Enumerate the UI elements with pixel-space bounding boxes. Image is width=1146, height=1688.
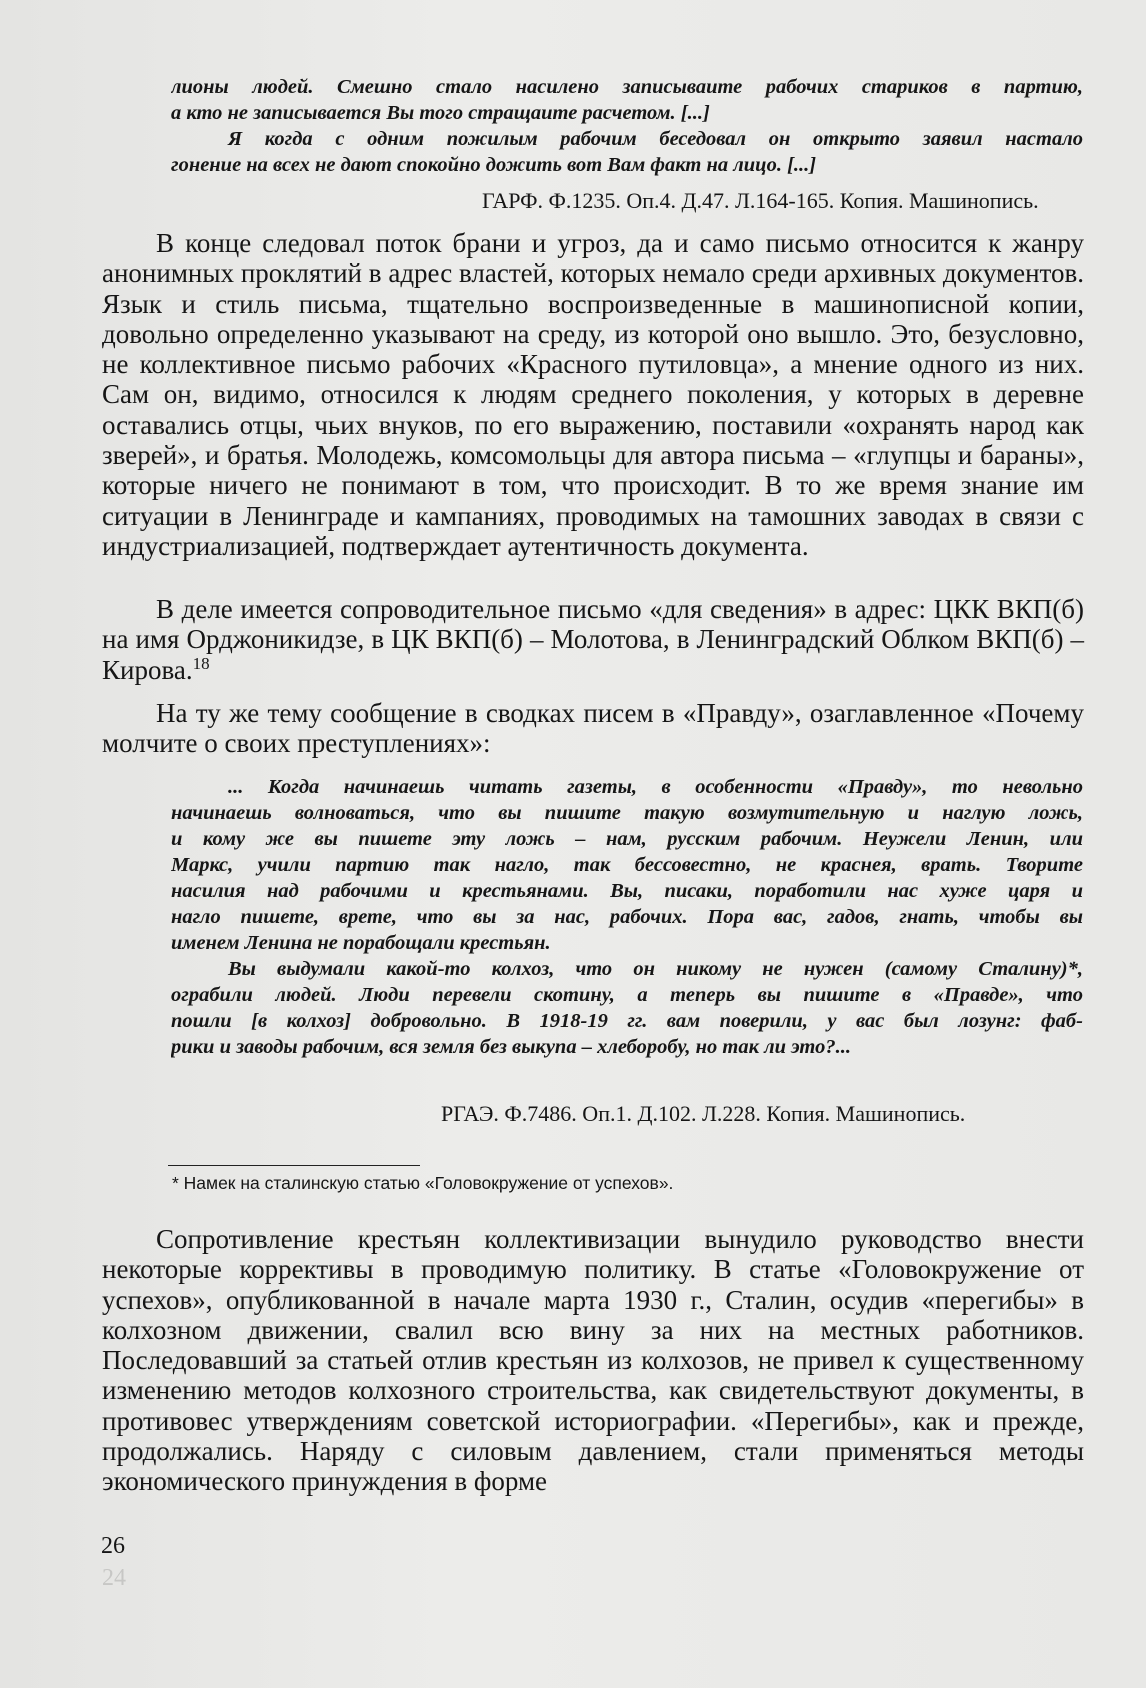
- quote-block-2: [171, 774, 1083, 1060]
- paragraph-4-text: Сопротивление крестьян коллективизации вынудило руководство внести некоторые коррективы в проводимую политику. В статье «Головокружение от успехов», опубликованной в начале марта 1930 г., Сталин, осудив «перегибы» в колхозном движении, свалил всю вину за них на местных работников. Последовавший за статьей отлив крестьян из колхозов, не привел к существенному изменению методов колхозного строительства, как свидетельствуют документы, в противовес утверждениям советской историографии. «Перегибы», как и прежде, продолжались. Наряду с силовым давлением, стали применяться методы экономического принуждения в форме: [102, 1224, 1084, 1497]
- quote-2-source: РГАЭ. Ф.7486. Оп.1. Д.102. Л.228. Копия. Машинопись.: [441, 1101, 966, 1126]
- quote-line: ограбили людей. Люди перевели скотину, а теперь вы пишите в «Правде», что: [171, 984, 1083, 1006]
- show-through-page-number: 24: [102, 1565, 126, 1591]
- quote-block-1: [171, 74, 1083, 178]
- footnote-ref-18: 18: [192, 653, 210, 673]
- quote-line: гонение на всех не дают спокойно дожить вот Вам факт на лицо. [...]: [171, 154, 817, 176]
- footnote: * Намек на сталинскую статью «Головокружение от успехов».: [172, 1173, 674, 1193]
- quote-line: ... Когда начинаешь читать газеты, в особенности «Правду», то невольно: [228, 776, 1083, 798]
- footnote-divider: [168, 1165, 420, 1166]
- quote-line: насилия над рабочими и крестьянами. Вы, писаки, поработили нас хуже царя и: [171, 880, 1083, 902]
- quote-line: и кому же вы пишете эту ложь – нам, русским рабочим. Неужели Ленин, или: [171, 828, 1083, 850]
- page-number: 26: [101, 1533, 125, 1559]
- quote-line: пошли [в колхоз] добровольно. В 1918-19 гг. вам поверили, у вас был лозунг: фаб-: [171, 1010, 1083, 1032]
- paragraph-4: [102, 1224, 1084, 1497]
- paragraph-3: [102, 698, 1084, 759]
- paragraph-2-text: В деле имеется сопроводительное письмо «для сведения» в адрес: ЦКК ВКП(б) на имя Орджоникидзе, в ЦК ВКП(б) – Молотова, в Ленинградский Облком ВКП(б) – Кирова.: [102, 594, 1084, 685]
- paragraph-2: [102, 594, 1084, 685]
- quote-1-source: ГАРФ. Ф.1235. Оп.4. Д.47. Л.164-165. Копия. Машинопись.: [482, 188, 1039, 213]
- quote-line: именем Ленина не порабощали крестьян.: [171, 932, 551, 954]
- quote-line: Маркс, учили партию так нагло, так бессовестно, не краснея, врать. Творите: [171, 854, 1083, 876]
- quote-line: начинаешь волноваться, что вы пишите такую возмутительную и наглую ложь,: [171, 802, 1083, 824]
- quote-line: лионы людей. Смешно стало насилено записываите рабочих стариков в партию,: [171, 76, 1083, 98]
- quote-line: а кто не записывается Вы того стращаите расчетом. [...]: [171, 102, 710, 124]
- paragraph-3-text: На ту же тему сообщение в сводках писем в «Правду», озаглавленное «Почему молчите о своих преступлениях»:: [102, 698, 1084, 759]
- quote-line: Вы выдумали какой-то колхоз, что он никому не нужен (самому Сталину)*,: [228, 958, 1083, 980]
- paragraph-1-text: В конце следовал поток брани и угроз, да и само письмо относится к жанру анонимных проклятий в адрес властей, которых немало среди архивных документов. Язык и стиль письма, тщательно воспроизведенные в машинописной копии, довольно определенно указывают на среду, из которой оно вышло. Это, безусловно, не коллективное письмо рабочих «Красного путиловца», а мнение одного из них. Сам он, видимо, относился к людям среднего поколения, у которых в деревне оставались отцы, чьих внуков, по его выражению, поставили «охранять народ как зверей», и братья. Молодежь, комсомольцы для автора письма – «глупцы и бараны», которые ничего не понимают в том, что происходит. В то же время знание им ситуации в Ленинграде и кампаниях, проводимых на тамошних заводах в связи с индустриализацией, подтверждает аутентичность документа.: [102, 228, 1084, 561]
- quote-line: Я когда с одним пожилым рабочим беседовал он открыто заявил настало: [228, 128, 1083, 150]
- quote-line: нагло пишете, врете, что вы за нас, рабочих. Пора вас, гадов, гнать, чтобы вы: [171, 906, 1083, 928]
- quote-line: рики и заводы рабочим, вся земля без выкупа – хлеборобу, но так ли это?...: [171, 1036, 851, 1058]
- paragraph-1: [102, 228, 1084, 561]
